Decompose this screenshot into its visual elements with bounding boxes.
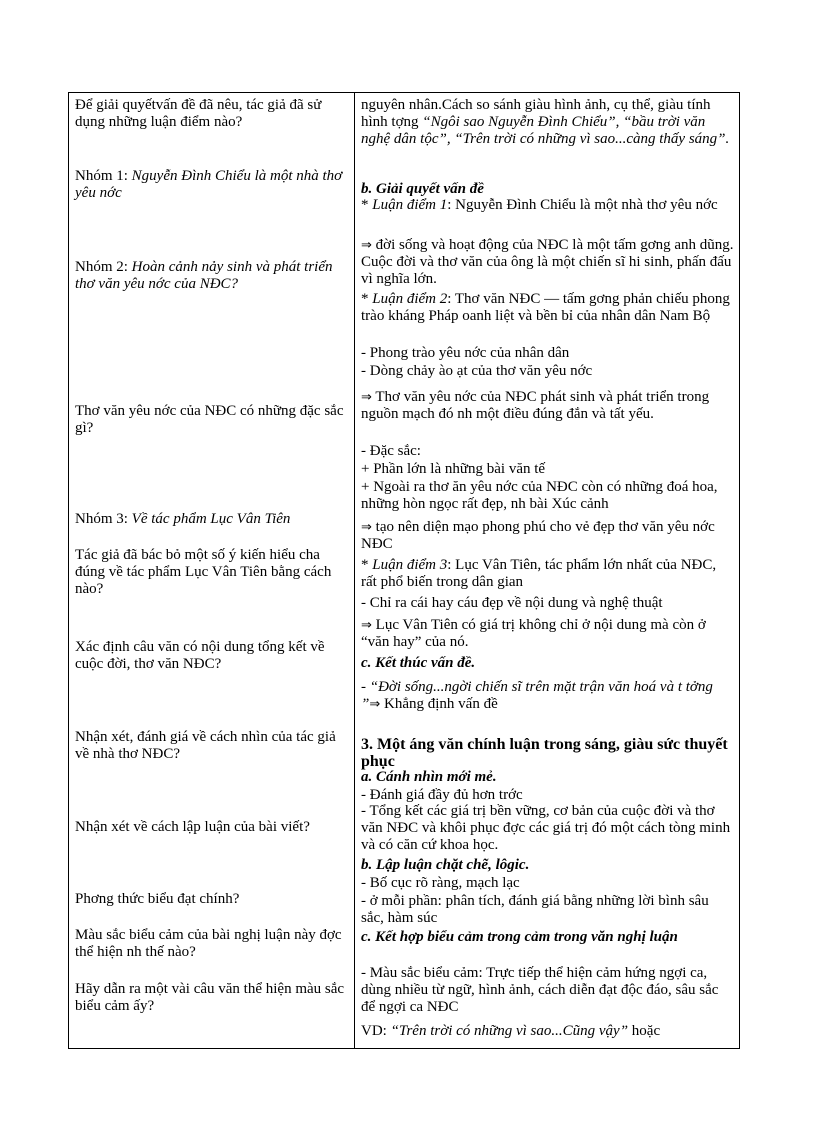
answers-column [355,93,739,1048]
section-3-heading: 3. Một áng văn chính luận trong sáng, giàu sức thuyết phục [361,736,728,770]
question-dan-chung: Hãy dẫn ra một vài câu văn thể hiện màu sắc biểu cảm ấy? [75,981,345,1014]
answer-ngoai-ra: + Ngoài ra thơ ăn yêu nớc của NĐC còn có những đoá hoa, những hòn ngọc rất đẹp, nh bài Xúc cảnh [361,479,718,512]
question-phuong-thuc: Phơng thức biểu đạt chính? [75,891,240,907]
bullet-mark: * [361,197,373,213]
luan-diem-label: Luận điểm 2 [372,291,448,307]
answer-quote-doi-song [361,679,735,713]
answer-tong-ket: - Tổng kết các giá trị bền vững, cơ bản của cuộc đời và thơ văn NĐC và khôi phục đợc các giá trị đó một cách tòng minh và có căn cứ khoa học. [361,803,731,853]
group-2-label: Nhóm 2: [75,259,132,275]
answer-vi-du [361,1023,735,1040]
quote-text: “Ngôi sao Nguyễn Đình Chiểu”, “bầu trời văn nghệ dân tộc”, “Trên trời có những vì sao...càng thấy sáng”. [361,114,730,147]
luan-diem-text: : Thơ văn NĐC — tấm gơng phản chiếu phong trào kháng Pháp oanh liệt và bền bỉ của nhân dân Nam Bộ [361,291,730,324]
luan-diem-3 [361,557,735,591]
answer-text: tạo nên diện mạo phong phú cho vẻ đẹp thơ văn yêu nớc NĐC [361,519,715,552]
question-cau-tong-ket: Xác định câu văn có nội dung tổng kết về cuộc đời, thơ văn NĐC? [75,639,325,672]
arrow-right-icon: ⇒ [361,238,372,253]
answer-text: Thơ văn yêu nớc của NĐC phát sinh và phát triển trong nguồn mạch đó nh một điều đúng đắn và tất yếu. [361,389,710,422]
bullet-mark: * [361,291,373,307]
luan-diem-label: Luận điểm 3 [372,557,448,573]
answer-moi-phan: - ở mỗi phần: phân tích, đánh giá bằng những lời bình sâu sắc, hàm súc [361,893,709,926]
answer-text: hoặc [628,1023,661,1039]
answer-luc-van-tien [361,617,735,651]
answer-text: Lục Vân Tiên có giá trị không chỉ ở nội dung mà còn ở “văn hay” của nó. [361,617,706,650]
heading-ket-thuc: c. Kết thúc vấn đề. [361,655,476,671]
quote-text: - “Đời sống...ngời chiến sĩ trên mặt trận văn hoá và t tởng ” [361,679,713,712]
answer-tho-van [361,389,735,423]
answer-text: nguyên nhân.Cách so sánh giàu hình ảnh, cụ thể, giàu tính hình tợng [361,97,711,130]
group-3-prompt [75,511,348,528]
luan-diem-text: : Nguyễn Đình Chiểu là một nhà thơ yêu nớc [447,197,718,213]
arrow-right-icon: ⇒ [369,697,381,712]
answer-dong-chay: - Dòng chảy ào ạt của thơ văn yêu nớc [361,363,593,379]
question-mau-sac: Màu sắc biểu cảm của bài nghị luận này đợc thể hiện nh thế nào? [75,927,342,960]
luan-diem-label: Luận điểm 1 [372,197,448,213]
heading-lap-luan: b. Lập luận chặt chẽ, lôgic. [361,857,530,873]
arrow-right-icon: ⇒ [361,520,372,535]
question-cach-nhin: Nhận xét, đánh giá về cách nhìn của tác giả về nhà thơ NĐC? [75,729,336,762]
answer-phong-trao: - Phong trào yêu nớc của nhân dân [361,345,570,361]
bullet-mark: * [361,557,373,573]
group-3-label: Nhóm 3: [75,511,132,527]
answer-text: đời sống và hoạt động của NĐC là một tấm gơng anh dũng. Cuộc đời và thơ văn của ông là một chiến sĩ hi sinh, phấn đấu vì nghĩa lớn. [361,237,734,287]
quote-text: “Trên trời có những vì sao...Cũng vậy” [390,1023,629,1039]
question-dac-sac: Thơ văn yêu nớc của NĐC có những đặc sắc gì? [75,403,344,436]
questions-column [69,93,355,1048]
answer-tao-nen [361,519,735,553]
answer-mau-sac: - Màu sắc biểu cảm: Trực tiếp thể hiện cảm hứng ngợi ca, dùng nhiều từ ngữ, hình ảnh, cách diễn đạt độc đáo, sâu sắc để ngợi ca NĐC [361,965,719,1015]
content-table [68,92,740,1049]
question-luc-van-tien: Tác giả đã bác bỏ một số ý kiến hiểu cha đúng về tác phẩm Lục Vân Tiên bằng cách nào? [75,547,332,597]
answer-chi-ra: - Chỉ ra cái hay cáu đẹp về nội dung và nghệ thuật [361,595,663,611]
group-1-label: Nhóm 1: [75,168,132,184]
answer-phan-lon: + Phần lớn là những bài văn tế [361,461,546,477]
arrow-right-icon: ⇒ [361,618,372,633]
question-lap-luan: Nhận xét về cách lập luận của bài viết? [75,819,310,835]
answer-doi-song [361,237,735,288]
luan-diem-2 [361,291,735,325]
answer-bo-cuc: - Bố cục rõ ràng, mạch lạc [361,875,520,891]
question-luan-diem: Để giải quyếtvấn đề đã nêu, tác giả đã sử dụng những luận điểm nào? [75,97,322,130]
luan-diem-text: : Lục Vân Tiên, tác phẩm lớn nhất của NĐC, rất phổ biến trong dân gian [361,557,717,590]
answer-text: Khẳng định vấn đề [380,696,498,712]
group-1-topic: Nguyễn Đình Chiểu là một nhà thơ yêu nớc [75,168,343,201]
heading-bieu-cam: c. Kết hợp biểu cảm trong cảm trong văn nghị luận [361,929,678,945]
arrow-right-icon: ⇒ [361,390,372,405]
answer-nguyen-nhan [361,97,735,148]
group-1-prompt [75,168,348,202]
answer-danh-gia: - Đánh giá đầy đủ hơn trớc [361,787,523,803]
example-label: VD: [361,1023,391,1039]
group-3-topic: Về tác phẩm Lục Vân Tiên [131,511,291,527]
group-2-topic: Hoàn cảnh nảy sinh và phát triển thơ văn yêu nớc của NĐC? [75,259,333,292]
answer-dac-sac: - Đặc sắc: [361,443,421,459]
luan-diem-1 [361,197,735,214]
heading-cach-nhin: a. Cánh nhìn mới mẻ. [361,769,497,785]
group-2-prompt [75,259,348,293]
heading-giai-quyet: b. Giải quyết vấn đề [361,181,484,197]
